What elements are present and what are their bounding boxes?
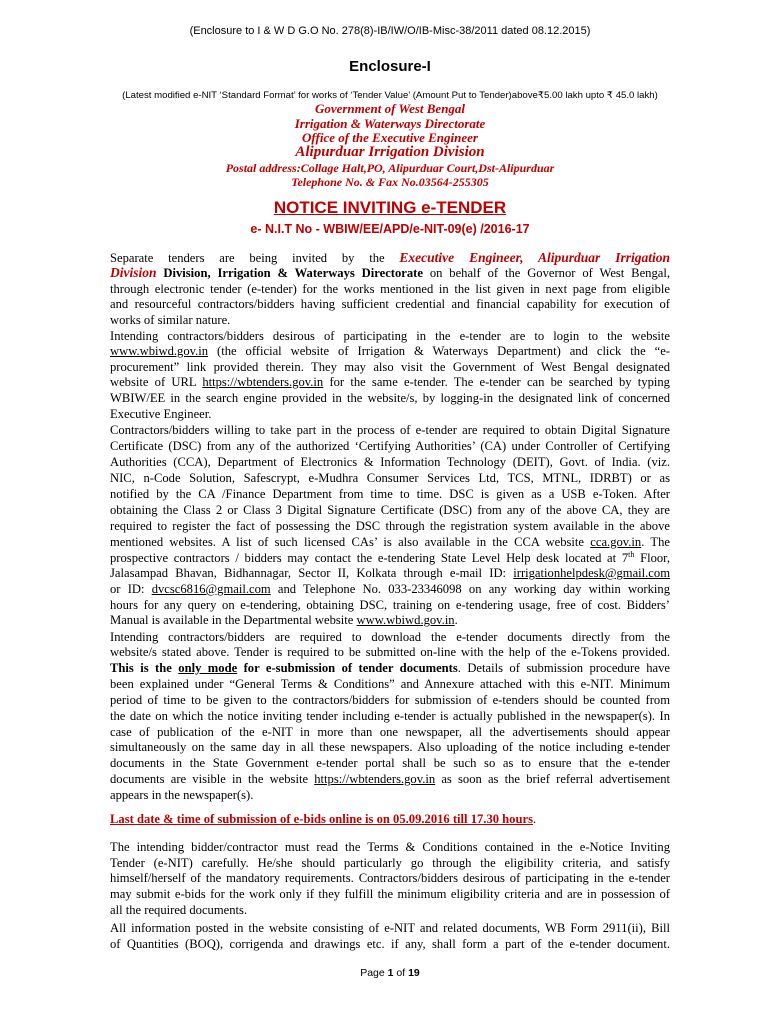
para3-line2: Certificate (DSC) from any of the authorized ‘Certifying Authorities’ (CA) under Controller of Certifying bbox=[110, 439, 670, 453]
enclosure-reference: (Enclosure to I & W D G.O No. 278(8)-IB/IW/O/IB-Misc-38/2011 dated 08.12.2015) bbox=[189, 25, 591, 37]
para4-line9: documents in the State Government e-tender portal shall be such so as to ensure that the e-tender bbox=[110, 756, 670, 770]
para3-line7: required to register the fact of possessing the DSC through the registration system available in the above bbox=[110, 519, 670, 533]
para2-line2: www.wbiwd.gov.in (the official website of Irrigation & Waterways Department) and click the “e- bbox=[110, 344, 670, 358]
header-office: Office of the Executive Engineer bbox=[302, 130, 478, 145]
para3-line9: prospective contractors / bidders may contact the e-tendering State Level Help desk located at 7th Floor, bbox=[110, 549, 670, 565]
para4-line4: been explained under “General Terms & Conditions” and Annexure attached with this e-NIT. Minimum bbox=[110, 677, 670, 691]
helpdesk-email-link[interactable]: irrigationhelpdesk@gmail.com bbox=[513, 566, 670, 580]
para2-line3: procurement” link provided therein. They may also visit the Government of West Bengal designated bbox=[110, 360, 670, 374]
para6-line2: of Quantities (BOQ), corrigenda and drawings etc. if any, shall form a part of the e-tender document. bbox=[110, 937, 670, 951]
para3-line1: Contractors/bidders willing to take part in the process of e-tender are required to obtain Digital Signature bbox=[110, 423, 670, 437]
para4-line11: appears in the newspaper(s). bbox=[110, 788, 254, 802]
para3-line13: Manual is available in the Departmental website www.wbiwd.gov.in. bbox=[110, 613, 458, 627]
para4-line10: documents are visible in the website https://wbtenders.gov.in as soon as the brief referral advertisement bbox=[110, 772, 671, 786]
para3-line6: obtaining the Class 2 or Class 3 Digital Signature Certificate (DSC) from any of the above CA, they are bbox=[110, 503, 670, 517]
last-date-notice: Last date & time of submission of e-bids online is on 05.09.2016 till 17.30 hours. bbox=[110, 812, 537, 826]
wbiwd-link[interactable]: www.wbiwd.gov.in bbox=[110, 344, 209, 358]
para4-line2: website/s stated above. Tender is required to be submitted on-line with the help of the e-Tokens provided. bbox=[110, 645, 670, 659]
para3-line11: or ID: dvcsc6816@gmail.com and Telephone No. 033-23346098 on any working day within working bbox=[110, 582, 670, 596]
para1-line2: Division Division, Irrigation & Waterways Directorate on behalf of the Governor of West Bengal, bbox=[110, 265, 670, 280]
para3-line12: hours for any query on e-tendering, obtaining DSC, training on e-tendering usage, free of cost. Bidders’ bbox=[110, 598, 670, 612]
para1-line4: and resourceful contractors/bidders having sufficient credential and financial capability for execution of bbox=[110, 297, 670, 311]
para5-line2: Tender (e-NIT) carefully. He/she should particularly go through the eligibility criteria, and satisfy bbox=[110, 856, 670, 870]
para6-line1: All information posted in the website consisting of e-NIT and related documents, WB Form 2911(ii), Bill bbox=[110, 921, 670, 935]
para3-line4: NIC, n-Code Solution, Safescrypt, e-Mudhra Consumer Services Ltd, TCS, MTNL, IDRBT) or as bbox=[110, 471, 670, 485]
para3-line8: mentioned websites. A list of such licensed CAs’ is also available in the CCA website cca.gov.in. The bbox=[110, 535, 670, 549]
para3-line5: notified by the CA /Finance Department from time to time. DSC is given as a USB e-Token. After bbox=[110, 487, 670, 501]
para2-line1: Intending contractors/bidders desirous of participating in the e-tender are to login to the website bbox=[110, 329, 670, 343]
wbtenders-link[interactable]: https://wbtenders.gov.in bbox=[202, 375, 324, 389]
para4-line5: period of time to be given to the contractors/bidders for submission of e-tenders should be counted from bbox=[110, 693, 670, 707]
para1-line5: works of similar nature. bbox=[110, 313, 231, 327]
para1-line1: Separate tenders are being invited by the Executive Engineer, Alipurduar Irrigation bbox=[110, 250, 670, 265]
header-telephone: Telephone No. & Fax No.03564-255305 bbox=[291, 175, 489, 189]
enclosure-subtitle: (Latest modified e-NIT ‘Standard Format’ for works of ‘Tender Value’ (Amount Put to Tender)above₹5.00 lakh upto ₹ 45.0 lakh) bbox=[122, 90, 658, 101]
para5-line1: The intending bidder/contractor must read the Terms & Conditions contained in the e-Notice Inviting bbox=[110, 840, 670, 854]
header-division: Alipurduar Irrigation Division bbox=[295, 144, 485, 160]
para3-line10: Jalasampad Bhavan, Bidhannagar, Sector II, Kolkata through e-mail ID: irrigationhelpdesk@gmail.com bbox=[110, 566, 670, 580]
cca-link[interactable]: cca.gov.in bbox=[590, 535, 642, 549]
enclosure-title: Enclosure-I bbox=[349, 58, 431, 75]
nit-number: e- N.I.T No - WBIW/EE/APD/e-NIT-09(e) /2016-17 bbox=[250, 222, 530, 236]
para1-line3: through electronic tender (e-tender) for the works mentioned in the list given in next page from eligible bbox=[110, 282, 670, 296]
para4-line1: Intending contractors/bidders are required to download the e-tender documents directly from the bbox=[110, 630, 670, 644]
para5-line5: all the required documents. bbox=[110, 903, 248, 917]
para4-line7: case of publication of the e-NIT in more than one newspaper, all the advertisements should appear bbox=[110, 725, 670, 739]
para4-line3: This is the only mode for e-submission of tender documents. Details of submission procedure have bbox=[110, 661, 671, 675]
para3-line3: Authorities (CCA), Department of Electronics & Information Technology (DEIT), Govt. of India. (viz. bbox=[110, 455, 670, 469]
para4-line6: the date on which the notice inviting tender including e-tender is actually published in the newspaper(s). In bbox=[110, 709, 670, 723]
para2-line5: WBIW/EE in the search engine provided in the website/s, by logging-in the designated link of concerned bbox=[110, 391, 670, 405]
para4-line8: simultaneously on the same day in all these newspapers. Also uploading of the notice including e-tender bbox=[110, 740, 670, 754]
para5-line4: may submit e-bids for the work only if they fulfill the minimum eligibility criteria and are in possession of bbox=[110, 887, 670, 901]
para5-line3: himself/herself of the mandatory requirements. Contractors/bidders desirous of participating in the e-tender bbox=[110, 871, 670, 885]
notice-title: NOTICE INVITING e-TENDER bbox=[273, 198, 507, 217]
dvcsc-email-link[interactable]: dvcsc6816@gmail.com bbox=[151, 582, 271, 596]
header-postal-address: Postal address:Collage Halt,PO, Alipurduar Court,Dst-Alipurduar bbox=[225, 161, 555, 175]
page-number: Page 1 of 19 bbox=[360, 967, 420, 979]
wbiwd-manual-link[interactable]: www.wbiwd.gov.in bbox=[356, 613, 455, 627]
header-government: Government of West Bengal bbox=[314, 101, 466, 116]
para2-line4: website of URL https://wbtenders.gov.in for the same e-tender. The e-tender can be searched by typing bbox=[110, 375, 670, 389]
wbtenders-link-2[interactable]: https://wbtenders.gov.in bbox=[314, 772, 436, 786]
para2-line6: Executive Engineer. bbox=[110, 407, 212, 421]
header-directorate: Irrigation & Waterways Directorate bbox=[294, 116, 486, 131]
